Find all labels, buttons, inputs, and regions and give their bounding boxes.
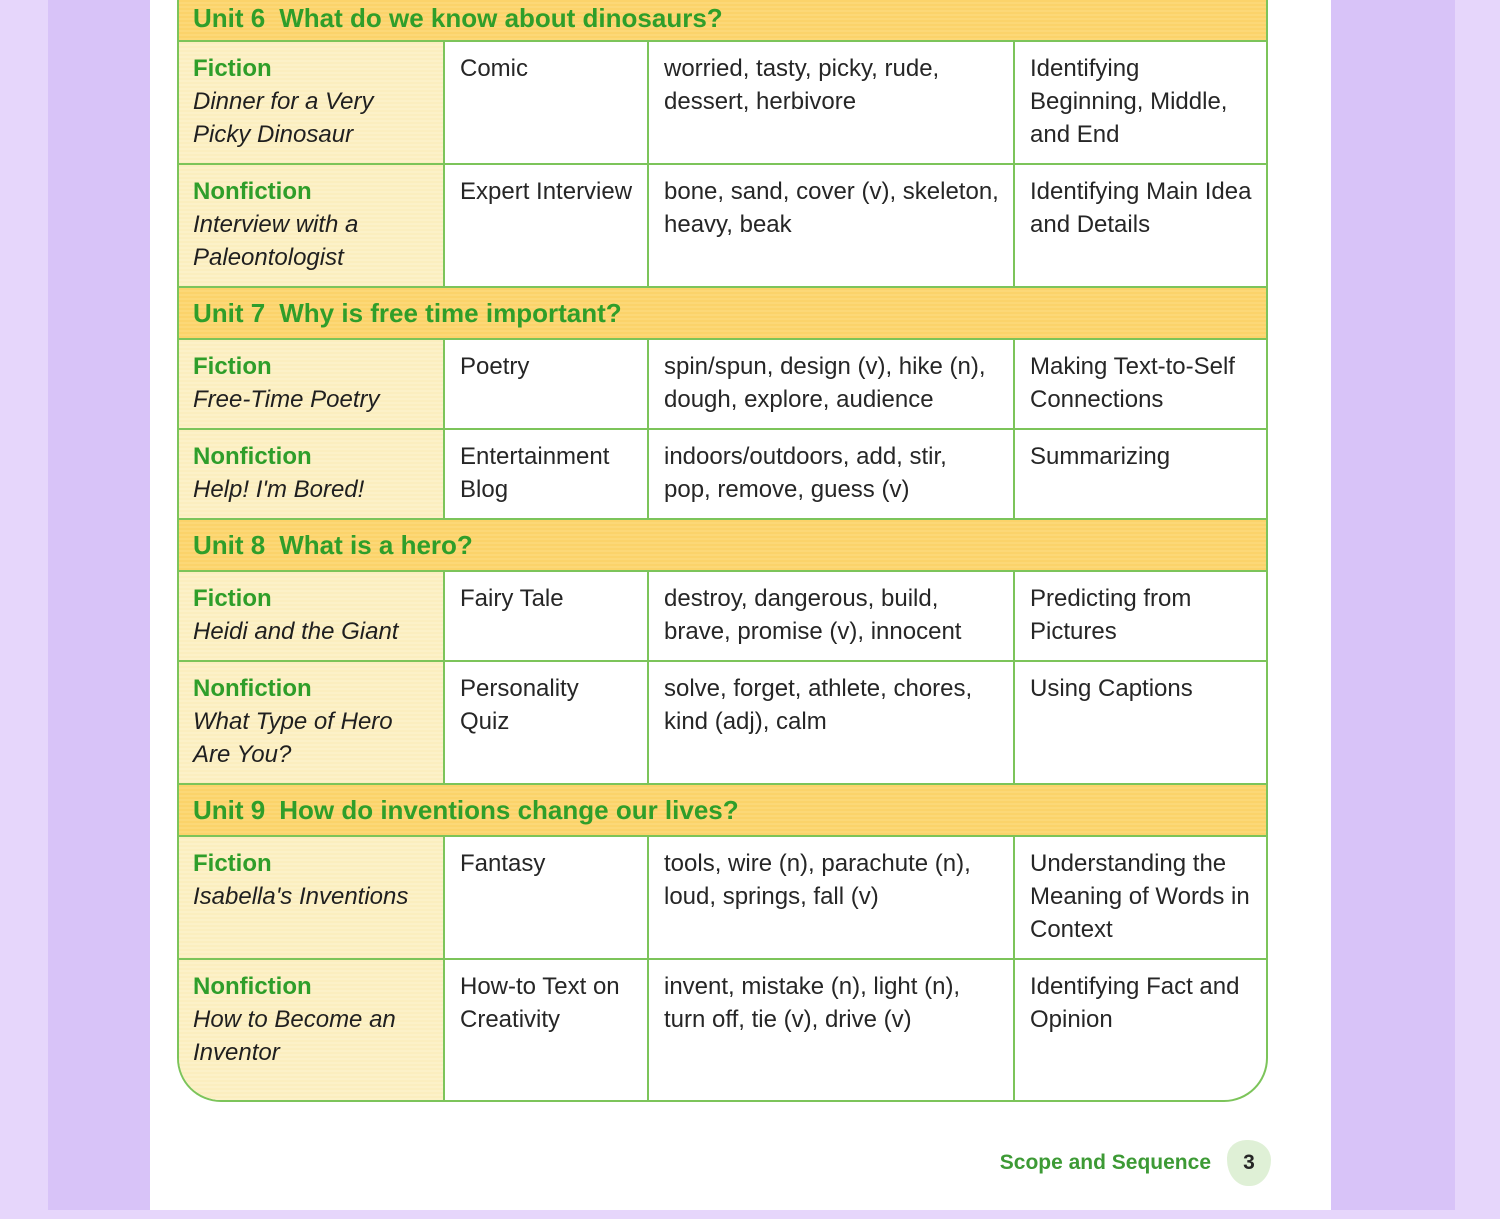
reading-title: How to Become an Inventor <box>193 1006 396 1066</box>
footer-section-label: Scope and Sequence <box>999 1151 1211 1174</box>
page-number-badge: 3 <box>1227 1140 1271 1186</box>
unit-header-6 <box>179 0 1266 42</box>
text-type-cell: Comic <box>445 42 649 163</box>
unit-question: What is a hero? <box>279 530 473 560</box>
table-row <box>179 430 1266 520</box>
skill-cell: Understanding the Meaning of Words in Context <box>1030 850 1250 943</box>
vocabulary-cell: spin/spun, design (v), hike (n), dough, explore, audience <box>649 340 1015 428</box>
vocabulary-cell: tools, wire (n), parachute (n), loud, springs, fall (v) <box>649 837 1015 958</box>
table-row <box>179 960 1266 1100</box>
skill-cell: Predicting from Pictures <box>1030 585 1192 645</box>
reading-title: Isabella's Inventions <box>193 883 409 910</box>
unit-header-8 <box>179 520 1266 572</box>
vocabulary-cell: worried, tasty, picky, rude, dessert, herbivore <box>649 42 1015 163</box>
text-type-cell: Poetry <box>445 340 649 428</box>
reading-title: Interview with a Paleontologist <box>193 211 359 271</box>
skill-cell: Identifying Beginning, Middle, and End <box>1030 55 1228 148</box>
unit-number: Unit 9 <box>193 795 266 825</box>
vocabulary-cell: invent, mistake (n), light (n), turn off, tie (v), drive (v) <box>649 960 1015 1100</box>
genre-label: Nonfiction <box>193 675 312 702</box>
skill-cell: Identifying Fact and Opinion <box>1030 973 1240 1033</box>
unit-number: Unit 6 <box>193 3 266 33</box>
reading-title: Free-Time Poetry <box>193 386 380 413</box>
table-row <box>179 42 1266 165</box>
genre-label: Fiction <box>193 585 272 612</box>
genre-label: Fiction <box>193 353 272 380</box>
reading-title: What Type of Hero Are You? <box>193 708 393 768</box>
unit-number: Unit 8 <box>193 530 266 560</box>
skill-cell: Using Captions <box>1030 675 1193 702</box>
document-page <box>150 0 1331 1210</box>
reading-cell <box>179 340 445 428</box>
text-type-cell: Fairy Tale <box>445 572 649 660</box>
reading-cell <box>179 960 445 1100</box>
page-footer <box>150 1140 1331 1186</box>
text-type-cell: Personality Quiz <box>445 662 649 783</box>
text-type-cell: Expert Interview <box>445 165 649 286</box>
text-type-cell: Fantasy <box>445 837 649 958</box>
genre-label: Nonfiction <box>193 973 312 1000</box>
vocabulary-cell: indoors/outdoors, add, stir, pop, remove, guess (v) <box>649 430 1015 518</box>
unit-question: How do inventions change our lives? <box>279 795 739 825</box>
vocabulary-cell: destroy, dangerous, build, brave, promise (v), innocent <box>649 572 1015 660</box>
reading-title: Dinner for a Very Picky Dinosaur <box>193 88 374 148</box>
vocabulary-cell: solve, forget, athlete, chores, kind (adj), calm <box>649 662 1015 783</box>
unit-question: Why is free time important? <box>279 298 622 328</box>
genre-label: Nonfiction <box>193 443 312 470</box>
table-row <box>179 340 1266 430</box>
reading-cell <box>179 837 445 958</box>
unit-question: What do we know about dinosaurs? <box>279 3 723 33</box>
skill-cell: Making Text-to-Self Connections <box>1030 353 1235 413</box>
table-row <box>179 662 1266 785</box>
unit-header-7 <box>179 288 1266 340</box>
vocabulary-cell: bone, sand, cover (v), skeleton, heavy, beak <box>649 165 1015 286</box>
reading-title: Heidi and the Giant <box>193 618 399 645</box>
table-row <box>179 165 1266 288</box>
genre-label: Fiction <box>193 850 272 877</box>
reading-cell <box>179 42 445 163</box>
reading-cell <box>179 430 445 518</box>
unit-header-9 <box>179 785 1266 837</box>
skill-cell: Summarizing <box>1030 443 1171 470</box>
reading-cell <box>179 572 445 660</box>
reading-title: Help! I'm Bored! <box>193 476 365 503</box>
reading-cell <box>179 165 445 286</box>
reading-cell <box>179 662 445 783</box>
genre-label: Fiction <box>193 55 272 82</box>
genre-label: Nonfiction <box>193 178 312 205</box>
skill-cell: Identifying Main Idea and Details <box>1030 178 1252 238</box>
unit-number: Unit 7 <box>193 298 266 328</box>
table-row <box>179 572 1266 662</box>
table-row <box>179 837 1266 960</box>
scope-and-sequence-table <box>177 0 1268 1102</box>
text-type-cell: How-to Text on Creativity <box>445 960 649 1100</box>
text-type-cell: Entertainment Blog <box>445 430 649 518</box>
